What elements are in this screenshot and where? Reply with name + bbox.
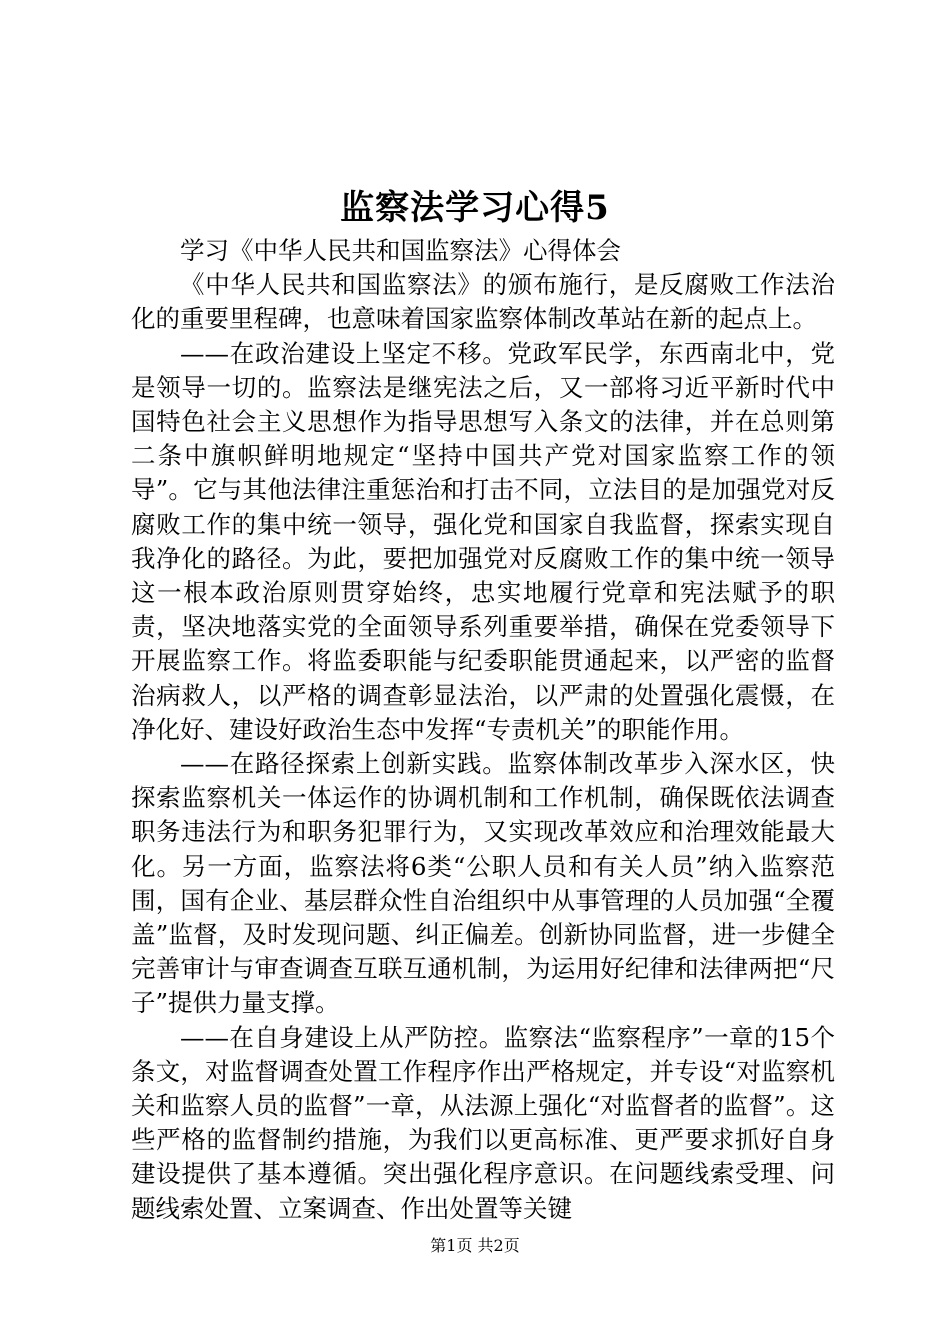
paragraph-intro: 《中华人民共和国监察法》的颁布施行，是反腐败工作法治化的重要里程碑，也意味着国家监察体制改革站在新的起点上。 xyxy=(131,270,835,334)
page-number-footer: 第1页 共2页 xyxy=(430,1236,520,1255)
paragraph-self-construction: ——在自身建设上从严防控。监察法“监察程序”一章的15个条文，对监督调查处置工作程序作出严格规定，并专设“对监察机关和监察人员的监督”一章，从法源上强化“对监督者的监督”。这些严格的监督制约措施，为我们以更高标准、更严要求抓好自身建设提供了基本遵循。突出强化程序意识。在问题线索受理、问题线索处置、立案调查、作出处置等关键 xyxy=(131,1022,835,1223)
paragraph-path-exploration: ——在路径探索上创新实践。监察体制改革步入深水区，快探索监察机关一体运作的协调机制和工作机制，确保既依法调查职务违法行为和职务犯罪行为，又实现改革效应和治理效能最大化。另一方面，监察法将6类“公职人员和有关人员”纳入监察范围，国有企业、基层群众性自治组织中从事管理的人员加强“全覆盖”监督，及时发现问题、纠正偏差。创新协同监督，进一步健全完善审计与审查调查互联互通机制，为运用好纪律和法律两把“尺子”提供力量支撑。 xyxy=(131,749,835,1018)
document-title: 监察法学习心得5 xyxy=(340,188,610,228)
paragraph-subtitle: 学习《中华人民共和国监察法》心得体会 xyxy=(180,236,621,265)
paragraph-political-construction: ——在政治建设上坚定不移。党政军民学，东西南北中，党是领导一切的。监察法是继宪法之后，又一部将习近平新时代中国特色社会主义思想作为指导思想写入条文的法律，并在总则第二条中旗帜鲜明地规定“坚持中国共产党对国家监察工作的领导”。它与其他法律注重惩治和打击不同，立法目的是加强党对反腐败工作的集中统一领导，强化党和国家自我监督，探索实现自我净化的路径。为此，要把加强党对反腐败工作的集中统一领导这一根本政治原则贯穿始终，忠实地履行党章和宪法赋予的职责，坚决地落实党的全面领导系列重要举措，确保在党委领导下开展监察工作。将监委职能与纪委职能贯通起来，以严密的监督治病救人，以严格的调查彰显法治，以严肃的处置强化震慑，在净化好、建设好政治生态中发挥“专责机关”的职能作用。 xyxy=(131,338,835,744)
document-body xyxy=(131,234,835,1226)
